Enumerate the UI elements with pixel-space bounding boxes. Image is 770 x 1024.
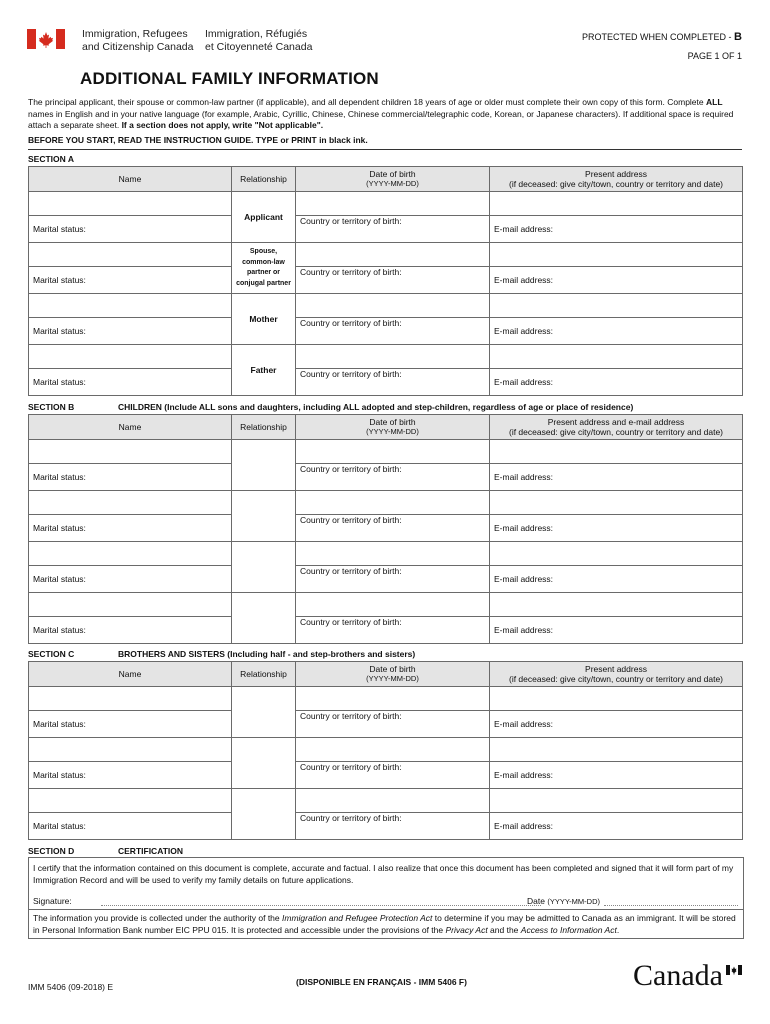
table-row [29, 491, 743, 515]
date-field[interactable] [604, 905, 738, 906]
country-of-birth-field[interactable]: Country or territory of birth: [296, 464, 490, 491]
table-row [29, 687, 743, 711]
marital-status-field[interactable]: Marital status: [29, 267, 232, 294]
name-field[interactable] [29, 738, 232, 762]
department-name-en [82, 28, 194, 53]
section-b-table [28, 414, 743, 644]
table-row [29, 813, 743, 840]
divider [28, 149, 742, 150]
country-of-birth-field[interactable]: Country or territory of birth: [296, 369, 490, 396]
canada-flag-icon [27, 29, 65, 49]
relationship-spouse: Spouse, common-law partner or conjugal partner [232, 243, 296, 294]
marital-status-field[interactable]: Marital status: [29, 711, 232, 738]
section-c-title: BROTHERS AND SISTERS (Including half - and step-brothers and sisters) [118, 649, 416, 659]
address-header: Present address (if deceased: give city/town, country or territory and date) [490, 662, 743, 687]
section-a-label: SECTION A [28, 154, 74, 164]
section-d-label: SECTION D [28, 846, 75, 856]
table-row [29, 789, 743, 813]
email-field[interactable]: E-mail address: [490, 813, 743, 840]
table-row [29, 738, 743, 762]
table-row [29, 192, 743, 216]
marital-status-field[interactable]: Marital status: [29, 813, 232, 840]
protected-text: PROTECTED WHEN COMPLETED - [582, 32, 735, 42]
email-field[interactable]: E-mail address: [490, 216, 743, 243]
dept-en-line2: and Citizenship Canada [82, 40, 194, 53]
table-row [29, 440, 743, 464]
name-field[interactable] [29, 440, 232, 464]
relationship-field[interactable] [232, 789, 296, 840]
dob-field[interactable] [296, 192, 490, 216]
name-header: Name [29, 662, 232, 687]
relationship-applicant: Applicant [232, 192, 296, 243]
address-field[interactable] [490, 345, 743, 369]
table-row [29, 464, 743, 491]
relationship-header: Relationship [232, 415, 296, 440]
country-of-birth-field[interactable]: Country or territory of birth: [296, 566, 490, 593]
dob-field[interactable] [296, 345, 490, 369]
table-header-row [29, 415, 743, 440]
table-row [29, 294, 743, 318]
marital-status-field[interactable]: Marital status: [29, 762, 232, 789]
country-of-birth-field[interactable]: Country or territory of birth: [296, 216, 490, 243]
email-field[interactable]: E-mail address: [490, 762, 743, 789]
table-row [29, 369, 743, 396]
name-field[interactable] [29, 593, 232, 617]
country-of-birth-field[interactable]: Country or territory of birth: [296, 813, 490, 840]
dob-field[interactable] [296, 491, 490, 515]
protected-notice [582, 31, 742, 43]
wordmark-flag-icon [726, 962, 742, 980]
department-name-fr [205, 28, 312, 53]
name-field[interactable] [29, 243, 232, 267]
dob-field[interactable] [296, 243, 490, 267]
form-number: IMM 5406 (09-2018) E [28, 982, 114, 992]
email-field[interactable]: E-mail address: [490, 617, 743, 644]
table-row [29, 216, 743, 243]
certification-text: I certify that the information contained on this document is complete, accurate and factual. I also realize that once this document has been completed and signed that it will form part of my Immigration Record and will be used to verify my family details on future applications. [33, 863, 734, 885]
table-row [29, 711, 743, 738]
dob-field[interactable] [296, 687, 490, 711]
intro-text: The principal applicant, their spouse or common-law partner (if applicable), and all dependent children 18 years of age or older must complete their own copy of this form. Complete ALL names in English and in your native language (for example, Arabic, Cyrillic, Chinese, Chinese commercial/telegraphic code, Korean, or Japanese characters). If additional space is required attach a separate sheet. If a section does not apply, write "Not applicable". [28, 97, 734, 130]
address-field[interactable] [490, 687, 743, 711]
table-row [29, 593, 743, 617]
relationship-field[interactable] [232, 738, 296, 789]
dob-header: Date of birth (YYYY-MM-DD) [296, 167, 490, 192]
table-row [29, 345, 743, 369]
page-number: PAGE 1 OF 1 [687, 51, 742, 61]
address-field[interactable] [490, 440, 743, 464]
marital-status-field[interactable]: Marital status: [29, 216, 232, 243]
section-b-label: SECTION B [28, 402, 75, 412]
protected-level: B [734, 31, 742, 43]
marital-status-field[interactable]: Marital status: [29, 464, 232, 491]
divider [29, 909, 743, 910]
table-row [29, 762, 743, 789]
dob-field[interactable] [296, 593, 490, 617]
table-row [29, 318, 743, 345]
section-a-table [28, 166, 743, 396]
french-availability: (DISPONIBLE EN FRANÇAIS - IMM 5406 F) [296, 977, 467, 987]
name-field[interactable] [29, 345, 232, 369]
name-field[interactable] [29, 491, 232, 515]
name-field[interactable] [29, 687, 232, 711]
address-field[interactable] [490, 294, 743, 318]
instruction-note: BEFORE YOU START, READ THE INSTRUCTION GUIDE. TYPE or PRINT in black ink. [28, 135, 368, 145]
dept-fr-line1: Immigration, Réfugiés [205, 28, 308, 40]
name-header: Name [29, 167, 232, 192]
dept-fr-line2: et Citoyenneté Canada [205, 40, 313, 53]
address-field[interactable] [490, 789, 743, 813]
relationship-field[interactable] [232, 440, 296, 491]
name-field[interactable] [29, 542, 232, 566]
email-field[interactable]: E-mail address: [490, 711, 743, 738]
relationship-field[interactable] [232, 542, 296, 593]
marital-status-field[interactable]: Marital status: [29, 617, 232, 644]
address-header: Present address and e-mail address (if deceased: give city/town, country or territory and date) [490, 415, 743, 440]
email-field[interactable]: E-mail address: [490, 566, 743, 593]
dob-header: Date of birth (YYYY-MM-DD) [296, 415, 490, 440]
date-label: Date (YYYY-MM-DD) [527, 896, 600, 906]
relationship-header: Relationship [232, 167, 296, 192]
relationship-field[interactable] [232, 593, 296, 644]
country-of-birth-field[interactable]: Country or territory of birth: [296, 267, 490, 294]
country-of-birth-field[interactable]: Country or territory of birth: [296, 515, 490, 542]
name-field[interactable] [29, 192, 232, 216]
address-field[interactable] [490, 542, 743, 566]
address-field[interactable] [490, 491, 743, 515]
table-row [29, 243, 743, 267]
privacy-notice: The information you provide is collected under the authority of the Immigration and Refugee Protection Act to determine if you may be admitted to Canada as an immigrant. It will be stored in Personal Information Bank number EIC PPU 015. It is protected and accessible under the provisions of the Privacy Act and the Access to Information Act. [33, 913, 736, 935]
table-row [29, 566, 743, 593]
marital-status-field[interactable]: Marital status: [29, 318, 232, 345]
relationship-field[interactable] [232, 687, 296, 738]
form-title: ADDITIONAL FAMILY INFORMATION [80, 69, 379, 88]
email-field[interactable]: E-mail address: [490, 369, 743, 396]
certification-box [28, 857, 744, 939]
table-header-row [29, 167, 743, 192]
table-header-row [29, 662, 743, 687]
email-field[interactable]: E-mail address: [490, 267, 743, 294]
table-row [29, 617, 743, 644]
relationship-header: Relationship [232, 662, 296, 687]
country-of-birth-field[interactable]: Country or territory of birth: [296, 762, 490, 789]
country-of-birth-field[interactable]: Country or territory of birth: [296, 711, 490, 738]
relationship-mother: Mother [232, 294, 296, 345]
relationship-field[interactable] [232, 491, 296, 542]
dob-field[interactable] [296, 789, 490, 813]
address-field[interactable] [490, 593, 743, 617]
marital-status-field[interactable]: Marital status: [29, 515, 232, 542]
section-b-title: CHILDREN (Include ALL sons and daughters, including ALL adopted and step-children, regardless of age or place of residence) [118, 402, 634, 412]
section-c-label: SECTION C [28, 649, 75, 659]
dept-en-line1: Immigration, Refugees [82, 28, 188, 40]
section-c-table [28, 661, 743, 840]
dob-field[interactable] [296, 542, 490, 566]
name-field[interactable] [29, 294, 232, 318]
table-row [29, 515, 743, 542]
name-header: Name [29, 415, 232, 440]
email-field[interactable]: E-mail address: [490, 515, 743, 542]
section-d-title: CERTIFICATION [118, 846, 184, 856]
table-row [29, 542, 743, 566]
email-field[interactable]: E-mail address: [490, 318, 743, 345]
dob-field[interactable] [296, 294, 490, 318]
signature-field[interactable] [101, 905, 541, 906]
country-of-birth-field[interactable]: Country or territory of birth: [296, 617, 490, 644]
address-field[interactable] [490, 738, 743, 762]
address-field[interactable] [490, 192, 743, 216]
relationship-father: Father [232, 345, 296, 396]
dob-field[interactable] [296, 440, 490, 464]
signature-label: Signature: [33, 896, 72, 906]
marital-status-field[interactable]: Marital status: [29, 369, 232, 396]
table-row [29, 267, 743, 294]
dob-field[interactable] [296, 738, 490, 762]
name-field[interactable] [29, 789, 232, 813]
canada-wordmark: Canada [633, 959, 723, 992]
email-field[interactable]: E-mail address: [490, 464, 743, 491]
marital-status-field[interactable]: Marital status: [29, 566, 232, 593]
address-header: Present address (if deceased: give city/town, country or territory and date) [490, 167, 743, 192]
dob-header: Date of birth (YYYY-MM-DD) [296, 662, 490, 687]
address-field[interactable] [490, 243, 743, 267]
country-of-birth-field[interactable]: Country or territory of birth: [296, 318, 490, 345]
